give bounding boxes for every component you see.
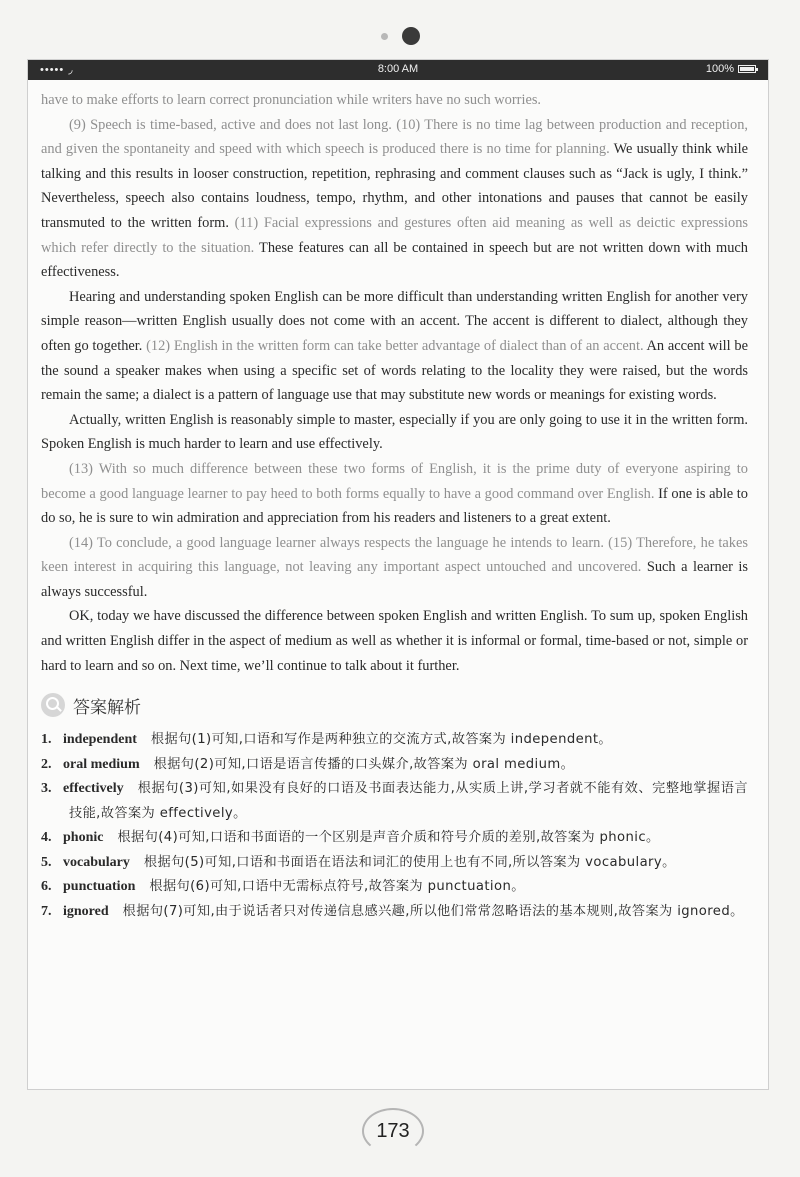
status-time: 8:00 AM	[377, 63, 419, 75]
text-segment: Actually, written English is reasonably simple to master, especially if you are only going to use it in the written form. Spoken English is much harder to learn and use effectively.	[41, 411, 748, 453]
camera-lens-icon	[402, 27, 420, 45]
signal-icon: ••••• ◞	[40, 64, 74, 76]
highlighted-sentence: have to make efforts to learn correct pronunciation while writers have no such worries.	[41, 92, 542, 108]
answer-number: 2.	[41, 756, 52, 772]
answer-key: ignored	[63, 903, 109, 919]
answer-explanation: 根据句(6)可知,口语中无需标点符号,故答案为 punctuation。	[149, 879, 525, 895]
text-segment: Hearing and understanding spoken English can be more difficult than understanding written English for another very simple reason—written English usually does not come with an accent. The accent is different to dialect, although they often go together.	[41, 288, 748, 354]
page-number: 173	[362, 1108, 424, 1154]
answer-number: 3.	[41, 781, 52, 797]
battery-status	[706, 63, 756, 75]
paragraph	[41, 113, 748, 285]
text-segment: If one is able to do so, he is sure to win admiration and appreciation from his readers and listeners to a great extent.	[41, 485, 748, 527]
paragraph	[41, 408, 748, 457]
answer-list	[41, 728, 748, 924]
camera-sensor-icon	[381, 33, 388, 40]
status-bar	[28, 60, 768, 80]
answer-section-header	[41, 688, 748, 722]
answer-item	[41, 900, 748, 925]
answer-item	[41, 728, 748, 753]
answer-item	[41, 851, 748, 876]
answer-explanation: 根据句(5)可知,口语和书面语在语法和词汇的使用上也有不同,所以答案为 vocabulary。	[143, 854, 676, 870]
answer-number: 6.	[41, 879, 52, 895]
text-segment: OK, today we have discussed the difference between spoken English and written English. To sum up, spoken English and written English differ in the aspect of medium as well as whether it is informal or formal, time-based or not, simple or hard to learn and so on. Next time, we’ll continue to talk about it further.	[41, 608, 748, 674]
page-content	[41, 88, 748, 924]
answer-key: vocabulary	[63, 854, 130, 870]
paragraph	[41, 531, 748, 605]
battery-percent: 100%	[705, 63, 734, 75]
answer-key: independent	[63, 732, 137, 748]
answer-item	[41, 826, 748, 851]
answer-item	[41, 753, 748, 778]
device-camera	[0, 26, 800, 46]
paragraph	[41, 285, 748, 408]
answer-explanation: 根据句(1)可知,口语和写作是两种独立的交流方式,故答案为 independent。	[150, 732, 613, 748]
answer-key: phonic	[63, 830, 104, 846]
answer-explanation: 根据句(2)可知,口语是语言传播的口头媒介,故答案为 oral medium。	[153, 756, 575, 772]
text-segment: Such a learner is always successful.	[41, 559, 748, 600]
answer-key: punctuation	[63, 879, 136, 895]
answer-key: oral medium	[63, 756, 140, 772]
answer-key: effectively	[63, 781, 124, 797]
text-segment: These features can all be contained in speech but are not written down with much effectiveness.	[41, 239, 748, 281]
text-segment: We usually think while talking and this results in looser construction, repetition, rephrasing and comment clauses such as “Jack is ugly, I think.” Nevertheless, speech also contains loudness, tempo, rhythm, and other intonations and pauses that cannot be easily transmuted to the written form.	[41, 141, 748, 231]
paragraph	[41, 457, 748, 531]
magnifier-icon	[41, 693, 65, 717]
answer-number: 5.	[41, 854, 52, 870]
answer-number: 1.	[41, 732, 52, 748]
answer-explanation: 根据句(3)可知,如果没有良好的口语及书面表达能力,从实质上讲,学习者就不能有效、完整地掌握语言技能,故答案为 effectively。	[69, 781, 748, 821]
answer-explanation: 根据句(7)可知,由于说话者只对传递信息感兴趣,所以他们常常忽略语法的基本规则,故答案为 ignored。	[122, 903, 744, 919]
paragraph	[41, 604, 748, 678]
answer-number: 4.	[41, 830, 52, 846]
answer-item	[41, 875, 748, 900]
answer-number: 7.	[41, 903, 52, 919]
answer-item	[41, 777, 748, 826]
highlighted-sentence: (13) With so much difference between these two forms of English, it is the prime duty of everyone aspiring to become a good language learner to pay heed to both forms equally to have a good command over English.	[41, 460, 748, 502]
tablet-screen	[27, 59, 769, 1090]
highlighted-sentence: (11) Facial expressions and gestures often aid meaning as well as deictic expressions which refer directly to the situation.	[41, 214, 748, 256]
highlighted-sentence: (9) Speech is time-based, active and does not last long. (10) There is no time lag between production and reception, and given the spontaneity and speed with which speech is produced there is no time for planning.	[41, 116, 748, 158]
text-segment: An accent will be the sound a speaker makes when using a specific set of words relating to the locality they were raised, but the words remain the same; a dialect is a pattern of language use that may substitute new words or meanings for existing words.	[41, 337, 748, 404]
highlighted-sentence: (14) To conclude, a good language learner always respects the language he intends to learn. (15) Therefore, he takes keen interest in acquiring this language, not leaving any important aspect untouched and uncovered.	[41, 534, 748, 576]
paragraph	[41, 88, 748, 113]
battery-icon	[738, 65, 756, 73]
answer-explanation: 根据句(4)可知,口语和书面语的一个区别是声音介质和符号介质的差别,故答案为 phonic。	[117, 830, 660, 846]
highlighted-sentence: (12) English in the written form can take better advantage of dialect than of an accent.	[146, 337, 644, 354]
section-title: 答案解析	[73, 697, 141, 718]
